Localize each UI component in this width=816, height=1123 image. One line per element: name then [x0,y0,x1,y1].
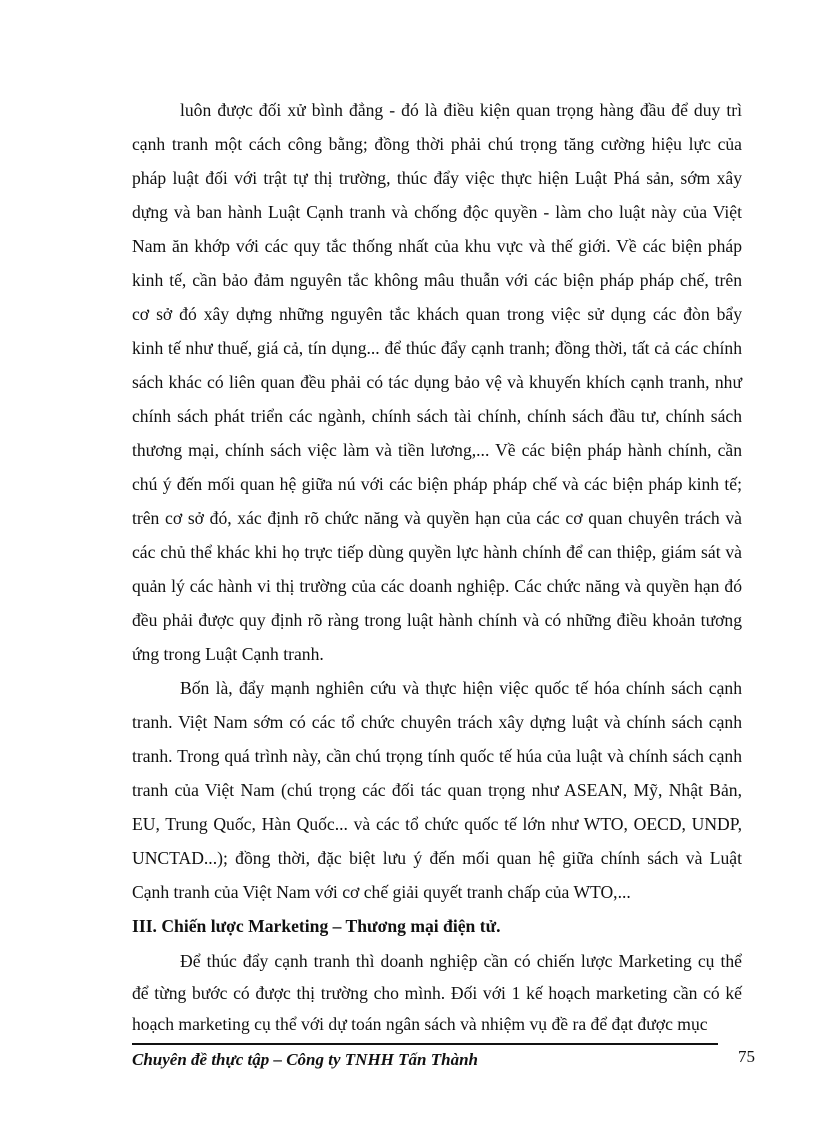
text-line: tranh. Việt Nam sớm có các tổ chức chuyên trách xây dựng luật và chính sách cạnh [132,712,742,732]
text-line: đều phải được quy định rõ ràng trong luật hành chính và có những điều khoản tương [132,610,742,630]
text-line: kinh tế như thuế, giá cả, tín dụng... để thúc đẩy cạnh tranh; đồng thời, tất cả các chính [132,338,742,358]
text-line: các chủ thể khác khi họ trực tiếp dùng quyền lực hành chính để can thiệp, giám sát và [132,542,742,562]
text-line: hoạch marketing cụ thể với dự toán ngân sách và nhiệm vụ đề ra để đạt được mục [132,1014,708,1034]
text-line: sách khác có liên quan đều phải có tác dụng bảo vệ và khuyến khích cạnh tranh, như [132,372,742,392]
footer-divider [132,1043,718,1045]
text-line: chính sách phát triển các ngành, chính sách tài chính, chính sách đầu tư, chính sách [132,406,742,426]
text-line: ứng trong Luật Cạnh tranh. [132,644,324,664]
text-line: trên cơ sở đó, xác định rõ chức năng và quyền hạn của các cơ quan chuyên trách và [132,508,742,528]
text-line: để từng bước có được thị trường cho mình. Đối với 1 kế hoạch marketing cần có kế [132,983,742,1003]
text-line: dựng và ban hành Luật Cạnh tranh và chống độc quyền - làm cho luật này của Việt [132,202,742,222]
text-line: kinh tế, cần bảo đảm nguyên tắc không mâu thuẫn với các biện pháp pháp chế, trên [132,270,742,290]
text-line: chú ý đến mối quan hệ giữa nú với các biện pháp pháp chế và các biện pháp kinh tế; [132,474,742,494]
text-line: thương mại, chính sách việc làm và tiền lương,... Về các biện pháp hành chính, cần [132,440,742,460]
text-line: Bốn là, đẩy mạnh nghiên cứu và thực hiện việc quốc tế hóa chính sách cạnh [180,678,742,698]
page-number: 75 [738,1047,755,1066]
section-heading: III. Chiến lược Marketing – Thương mại điện tử. [132,916,501,936]
text-line: cạnh tranh một cách công bằng; đồng thời phải chú trọng tăng cường hiệu lực của [132,134,742,154]
text-line: tranh của Việt Nam (chú trọng các đối tác quan trọng như ASEAN, Mỹ, Nhật Bản, [132,780,742,800]
text-line: pháp luật đối với trật tự thị trường, thúc đẩy việc thực hiện Luật Phá sản, sớm xây [132,168,742,188]
footer-title: Chuyên đề thực tập – Công ty TNHH Tấn Thành [132,1050,478,1069]
text-line: tranh. Trong quá trình này, cần chú trọng tính quốc tế húa của luật và chính sách cạnh [132,746,742,766]
text-line: Để thúc đẩy cạnh tranh thì doanh nghiệp cần có chiến lược Marketing cụ thể [180,951,742,971]
text-line: luôn được đối xử bình đẳng - đó là điều kiện quan trọng hàng đầu để duy trì [180,100,742,120]
text-line: Cạnh tranh của Việt Nam với cơ chế giải quyết tranh chấp của WTO,... [132,882,631,902]
text-line: cơ sở đó xây dựng những nguyên tắc khách quan trong việc sử dụng các đòn bẩy [132,304,742,324]
text-line: quản lý các hành vi thị trường của các doanh nghiệp. Các chức năng và quyền hạn đó [132,576,742,596]
text-line: EU, Trung Quốc, Hàn Quốc... và các tổ chức quốc tế lớn như WTO, OECD, UNDP, [132,814,742,834]
text-line: Nam ăn khớp với các quy tắc thống nhất của khu vực và thế giới. Về các biện pháp [132,236,742,256]
text-line: UNCTAD...); đồng thời, đặc biệt lưu ý đến mối quan hệ giữa chính sách và Luật [132,848,742,868]
